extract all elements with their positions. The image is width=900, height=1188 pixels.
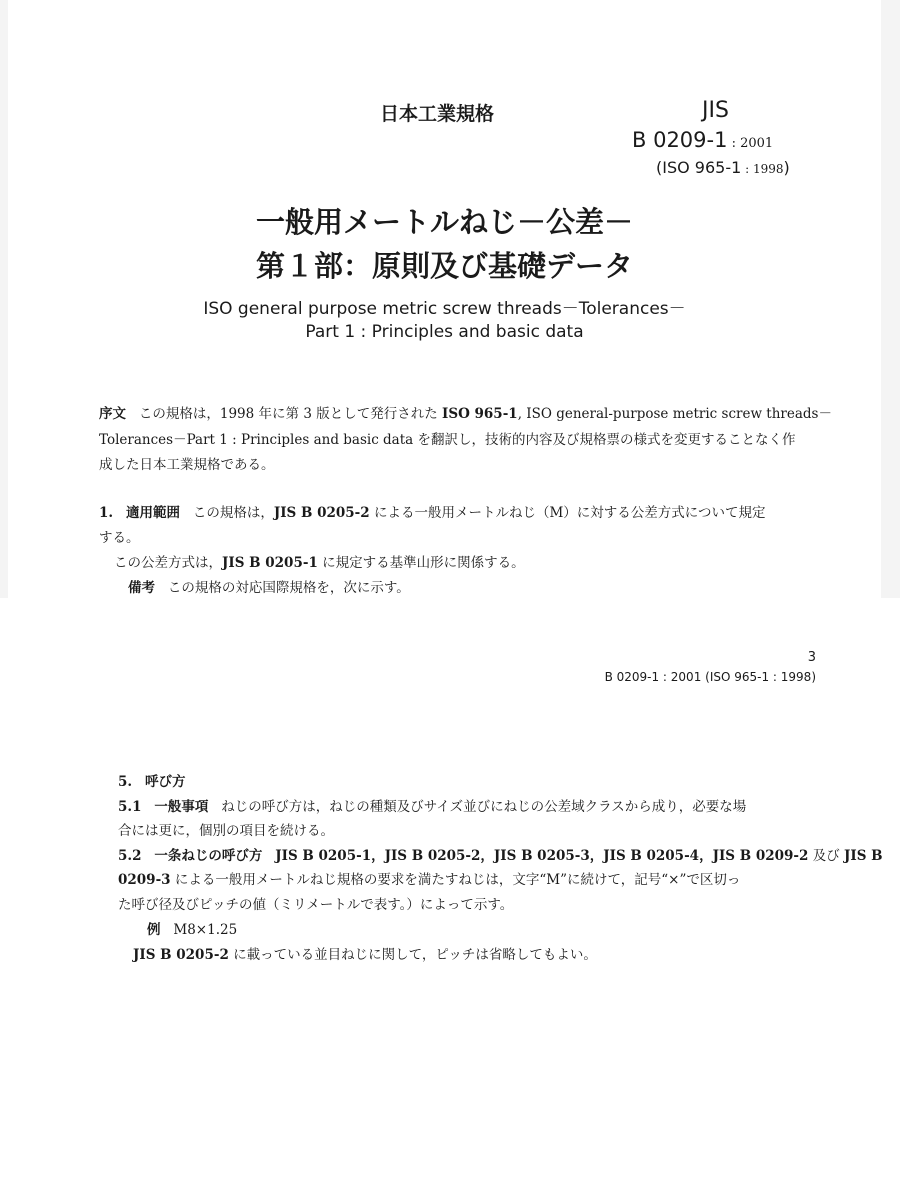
running-header: B 0209-1 : 2001 (ISO 965-1 : 1998) — [604, 670, 816, 684]
preface-iso-title: , ISO general-purpose metric screw threads－ — [517, 406, 832, 422]
section-5-2-jis-ref-b: JIS B — [844, 848, 883, 864]
scope-line-3 — [114, 551, 525, 571]
remark-text: この規格の対応国際規格を，次に示す。 — [167, 580, 410, 596]
section-5-2-title: 一条ねじの呼び方 — [154, 848, 263, 864]
scope-heading: 適用範囲 — [125, 505, 180, 521]
section-5-title: 呼び方 — [144, 774, 186, 790]
example-value: M8×1.25 — [173, 922, 238, 938]
scope-text-cont: による一般用メートルねじ（M）に対する公差方式について規定 — [369, 505, 766, 521]
jis-label: JIS — [702, 98, 729, 123]
scope-line-1 — [99, 501, 766, 521]
title-english-line-1: ISO general purpose metric screw threads－Tolerances－ — [203, 299, 686, 319]
section-5-2-line-3: た呼び径及びピッチの値（ミリメートルで表す。）によって示す。 — [118, 897, 514, 913]
coarse-thread-jis-ref: JIS B 0205-2 — [133, 947, 229, 963]
section-5-2-number: 5.2 — [118, 848, 142, 864]
iso-close: ) — [783, 158, 790, 177]
page-number: 3 — [807, 650, 816, 665]
remark-line — [128, 576, 410, 596]
standard-year: : 2001 — [727, 136, 774, 151]
preface-line-2: Tolerances－Part 1 : Principles and basic data を翻訳し，技術的内容及び規格票の様式を変更することなく作 — [99, 432, 796, 448]
section-5-1-line-1 — [118, 795, 746, 815]
remark-label: 備考 — [128, 580, 155, 596]
scope-line-2: する。 — [99, 530, 140, 546]
preface-text: この規格は，1998 年に第 3 版として発行された — [138, 406, 442, 422]
standard-number-code: B 0209-1 — [632, 128, 728, 152]
coarse-thread-note — [133, 943, 597, 963]
section-5-2-jis-refs: JIS B 0205-1，JIS B 0205-2，JIS B 0205-3，JIS B 0205-4，JIS B 0209-2 — [275, 848, 809, 864]
section-5-1-line-2: 合には更に，個別の項目を続ける。 — [118, 823, 334, 839]
section-5-number: 5. — [118, 774, 133, 790]
example-line — [147, 918, 237, 938]
section-5-2-jis-ref-num: 0209-3 — [118, 872, 171, 888]
iso-number: (ISO 965-1 — [656, 158, 742, 177]
preface-iso-ref: ISO 965-1 — [442, 406, 518, 422]
section-5-2-text: による一般用メートルねじ規格の要求を満たすねじは，文字“M”に続けて，記号“×”で区切っ — [170, 872, 741, 888]
section-5-2-and: 及び — [808, 848, 845, 864]
section-5-1-number: 5.1 — [118, 799, 142, 815]
scope-jis-ref: JIS B 0205-2 — [273, 505, 370, 521]
scope-tolerance-cont: に規定する基準山形に関係する。 — [317, 555, 525, 571]
scope-text: この規格は， — [192, 505, 274, 521]
preface-heading: 序文 — [99, 406, 126, 422]
document-page-1 — [8, 0, 881, 598]
section-5-2-line-1 — [118, 844, 883, 864]
scope-number: 1. — [99, 505, 114, 521]
iso-year: : 1998 — [741, 162, 784, 176]
scope-jis-ref-2: JIS B 0205-1 — [222, 555, 318, 571]
section-5-1-title: 一般事項 — [154, 799, 209, 815]
iso-reference — [656, 158, 790, 177]
section-5-1-text: ねじの呼び方は，ねじの種類及びサイズ並びにねじの公差域クラスから成り，必要な場 — [221, 799, 747, 815]
document-page-2 — [0, 598, 900, 1188]
preface-line-3: 成した日本工業規格である。 — [99, 457, 275, 473]
title-english-line-2: Part 1 : Principles and basic data — [305, 322, 584, 342]
title-japanese-line-2: 第１部：原則及び基礎データ — [255, 249, 633, 283]
section-5-heading — [118, 770, 185, 790]
standard-number — [632, 128, 773, 152]
section-5-2-line-2 — [118, 868, 740, 888]
example-label: 例 — [147, 922, 161, 938]
title-japanese-line-1: 一般用メートルねじ－公差－ — [255, 205, 633, 239]
preface-line-1 — [99, 402, 832, 422]
scope-tolerance-text: この公差方式は， — [114, 555, 222, 571]
coarse-thread-text: に載っている並目ねじに関して，ピッチは省略してもよい。 — [228, 947, 597, 963]
standard-category: 日本工業規格 — [380, 103, 495, 125]
